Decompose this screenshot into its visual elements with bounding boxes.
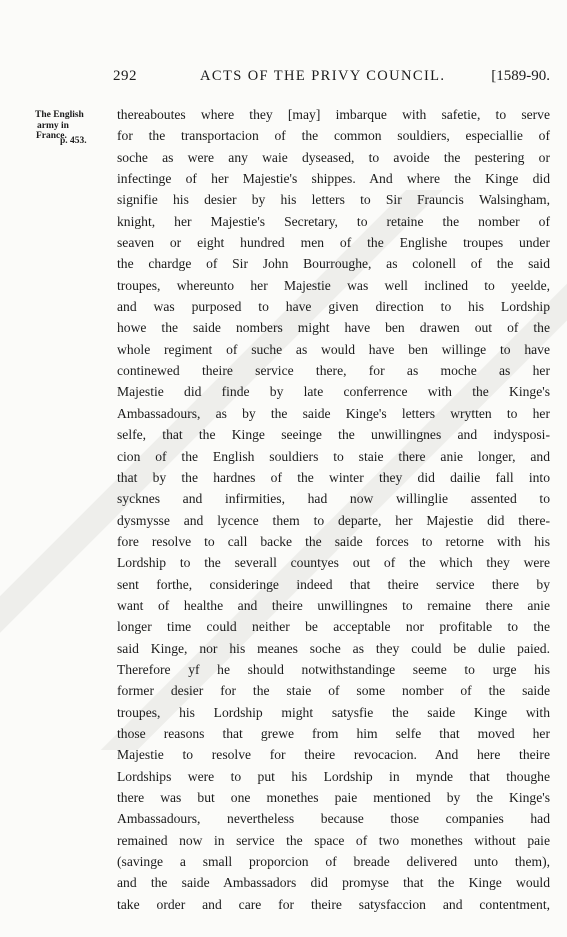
body-text-line: Lordship to the severall countyes out of the which they were	[117, 555, 550, 571]
body-text-line: take order and care for theire satysfaccion and contentment,	[117, 896, 550, 912]
body-text-line: troupes, whereunto her Majestie was well inclined to yeelde,	[117, 277, 550, 293]
body-text-line: howe the saide nombers might have ben drawen out of the	[117, 320, 550, 336]
body-text-line: former desier for the staie of some nomber of the saide	[117, 683, 550, 699]
body-text-line: dysmysse and lycence them to departe, her Majestie did there-	[117, 512, 550, 528]
date-range: [1589-90.	[491, 68, 550, 84]
body-text-line: signifie his desier by his letters to Sir Fraunciѕ Walsingham,	[117, 192, 550, 208]
body-text-line: for the transportacion of the common souldiers, especiallie of	[117, 128, 550, 144]
body-text-line: troupes, his Lordship might satysfie the saide Kinge with	[117, 704, 550, 720]
body-text-line: the chardge of Sir John Bourroughe, as colonell of the said	[117, 256, 550, 272]
body-text	[117, 104, 550, 915]
body-text-line: continewed theire service there, for as moche as her	[117, 363, 550, 379]
body-text-line: infectinge of her Majestie's shippes. And where the Kinge did	[117, 171, 550, 187]
body-text-line: that by the hardnes of the winter they did dailie fall into	[117, 469, 550, 485]
page-number: 292	[113, 68, 137, 84]
body-text-line: (savinge a small proporcion of breade delivered unto them),	[117, 854, 550, 870]
margin-note-line: The English	[35, 110, 84, 120]
body-text-line: seaven or eight hundred men of the Englishe troupes under	[117, 235, 550, 251]
body-text-line: soche as were any waie dyseased, to avoide the pestering or	[117, 149, 550, 165]
body-text-line: longer time could neither be acceptable nor profitable to the	[117, 619, 550, 635]
body-text-line: Lordships were to put his Lordship in mynde that thoughe	[117, 768, 550, 784]
body-text-line: sent forthe, consideringe indeed that theire service there by	[117, 576, 550, 592]
body-text-line: fore resolve to call backe the saide forces to retorne with his	[117, 533, 550, 549]
body-text-line: Therefore yf he should notwithstandinge seeme to urge his	[117, 661, 550, 677]
running-title: ACTS OF THE PRIVY COUNCIL.	[200, 68, 446, 84]
body-text-line: Ambassadours, as by the saide Kinge's letters wrytten to her	[117, 405, 550, 421]
margin-note-line: army in	[37, 120, 69, 131]
body-text-line: and the saide Ambassadors did promyse that the Kinge would	[117, 875, 550, 891]
body-text-line: sycknes and infirmities, had now willinglie assented to	[117, 491, 550, 507]
body-text-line: Majestie did finde by late conferrence with the Kinge's	[117, 384, 550, 400]
body-text-line: said Kinge, nor his meanes soche as they could be dulie paied.	[117, 640, 550, 656]
page-header	[0, 68, 567, 90]
body-text-line: whole regiment of suche as would have ben willinge to have	[117, 341, 550, 357]
body-text-line: selfe, that the Kinge seeinge the unwillingnes and indysposi-	[117, 427, 550, 443]
body-text-line: cion of the English souldiers to staie there anie longer, and	[117, 448, 550, 464]
body-text-line: knight, her Majestie's Secretary, to retaine the nomber of	[117, 213, 550, 229]
margin-note-page-reference: p. 453.	[60, 136, 87, 146]
body-text-line: there was but one monethes paie mentioned by the Kinge's	[117, 790, 550, 805]
margin-note-line: France.	[36, 131, 67, 141]
body-text-line: and was purposed to have given direction to his Lordship	[117, 299, 550, 315]
body-text-line: want of healthe and theire unwillingnes to remaine there anie	[117, 597, 550, 613]
body-text-line: Majestie to resolve for theire revocacion. And here theire	[117, 747, 550, 763]
body-text-line: thereaboutes where they [may] imbarque with safetie, to serve	[117, 107, 550, 122]
body-text-line: remained now in service the space of two monethes without paie	[117, 832, 550, 848]
body-text-line: Ambassadours, nevertheless because those companies had	[117, 811, 550, 827]
body-text-line: those reasons that grewe from him selfe that moved her	[117, 725, 550, 741]
